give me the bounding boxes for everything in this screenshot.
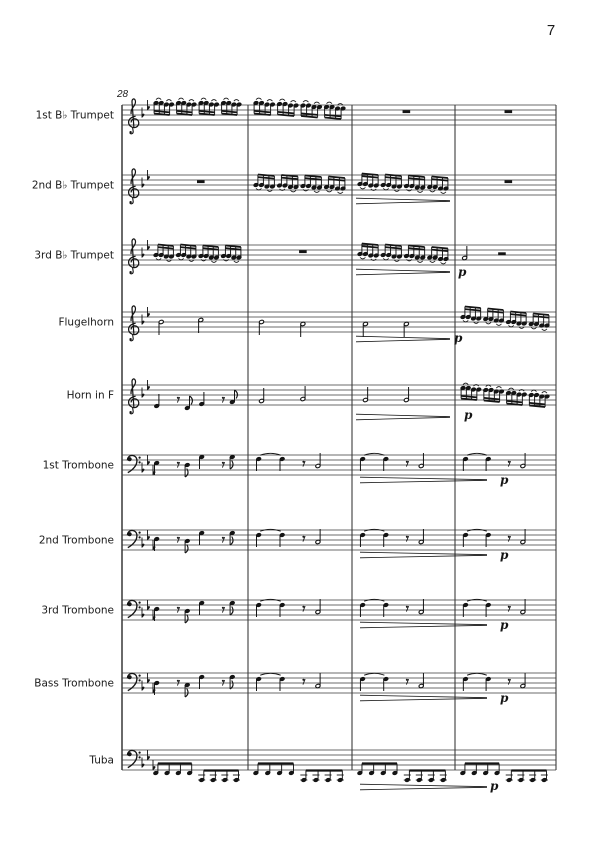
measure-number: 28 [117,89,129,100]
measure-1 [154,455,235,477]
measure-3 [357,174,448,194]
decrescendo-hairpin [356,414,450,420]
flat-sign [142,108,144,118]
half-note-then-rest [462,246,506,260]
staff-1st-b-trumpet [36,98,556,134]
tied-quarters-and-half [463,529,526,547]
staff-label: Bass Trombone [34,677,114,690]
staff-3rd-b-trumpet [34,239,556,279]
tied-quarters-and-half [256,453,321,471]
tied-quarters-and-half [360,599,424,617]
flat-sign [142,178,144,188]
flat-sign [142,758,144,768]
tied-quarters-and-half [360,453,424,471]
sixteenth-note-group [153,98,241,115]
staff-label: 2nd B♭ Trumpet [31,179,114,192]
measure-4 [463,599,526,617]
measure-3 [403,110,411,113]
measure-2 [299,250,307,253]
staff-lines [122,750,556,770]
measure-2 [253,175,345,194]
dynamic-p: p [458,265,467,279]
measure-4 [462,246,506,260]
decrescendo-hairpin [360,552,487,558]
measure-1 [153,98,241,115]
whole-rest [505,180,513,183]
dynamic-p: p [500,548,509,562]
measure-2 [256,529,321,547]
sixteenth-note-group [357,244,448,264]
staff-label: 1st Trombone [42,459,114,472]
sixteenth-note-group [253,98,345,119]
treble-clef-icon [129,99,139,134]
staff-horn-in-f [67,379,556,422]
sixteenth-note-group [357,174,448,194]
staff-2nd-trombone [39,529,556,562]
measure-3 [357,244,448,264]
staff-3rd-trombone [41,599,556,632]
measure-4 [505,110,513,113]
flat-sign [142,608,144,618]
dynamic-p: p [464,408,473,422]
decrescendo-hairpin [360,695,487,701]
tied-quarters-and-half [256,529,321,547]
measure-3 [360,529,424,547]
decrescendo-hairpin [360,622,487,628]
treble-clef-icon [129,169,139,204]
treble-clef-icon [129,306,139,341]
flat-sign [142,681,144,691]
decrescendo-hairpin [356,336,450,342]
flat-sign [142,248,144,258]
measure-4 [463,453,526,471]
half-rest [498,252,506,255]
staff-label: Horn in F [66,389,114,402]
tied-quarters-and-half [463,453,526,471]
staff-label: 3rd B♭ Trumpet [34,249,114,262]
whole-rest [197,180,205,183]
measure-2 [256,599,321,617]
staff-flugelhorn [58,306,556,345]
staff-1st-trombone [43,453,556,487]
staff-label: Tuba [89,754,114,767]
flat-sign [142,463,144,473]
system-barlines [122,105,556,770]
tied-quarters-and-half [256,599,321,617]
sixteenth-note-group [253,175,345,194]
measure-2 [256,453,321,471]
decrescendo-hairpin [356,198,450,204]
staff-label: Flugelhorn [58,316,114,329]
measure-1 [197,180,205,183]
half-notes [363,322,409,337]
dynamic-p: p [500,473,509,487]
measure-4 [505,180,513,183]
staff-bass-trombone [34,673,556,705]
whole-rest [505,110,513,113]
measure-3 [357,764,447,783]
flat-sign [142,315,144,325]
dynamic-p: p [500,691,509,705]
staff-label: 1st B♭ Trumpet [35,109,114,122]
measure-3 [363,322,409,337]
treble-clef-icon [129,239,139,274]
staff-tuba [88,750,556,793]
eighth-note-group [153,764,240,783]
whole-rest [403,110,411,113]
measure-2 [253,98,345,119]
dynamic-p: p [454,331,463,345]
page-number: 7 [546,22,556,39]
tied-quarters-and-half [360,529,424,547]
staff-lines [122,312,556,332]
staff-2nd-b-trumpet [32,169,556,204]
decrescendo-hairpin [356,269,450,275]
measure-4 [463,529,526,547]
flat-sign [142,388,144,398]
decrescendo-hairpin [360,784,487,790]
dynamic-p: p [490,779,499,793]
eighth-note-group [357,764,447,783]
syncopated-figure [154,455,235,477]
measure-3 [360,599,424,617]
staff-label: 3rd Trombone [41,604,114,617]
whole-rest [299,250,307,253]
treble-clef-icon [129,379,139,414]
flat-sign [142,538,144,548]
dynamic-p: p [500,618,509,632]
tied-quarters-and-half [463,599,526,617]
eighth-note-group [460,764,548,783]
measure-1 [153,764,240,783]
measure-3 [360,453,424,471]
staff-label: 2nd Trombone [38,534,114,547]
measure-4 [460,764,548,783]
measure-2 [253,764,344,783]
decrescendo-hairpin [360,477,487,483]
eighth-note-group [253,764,344,783]
